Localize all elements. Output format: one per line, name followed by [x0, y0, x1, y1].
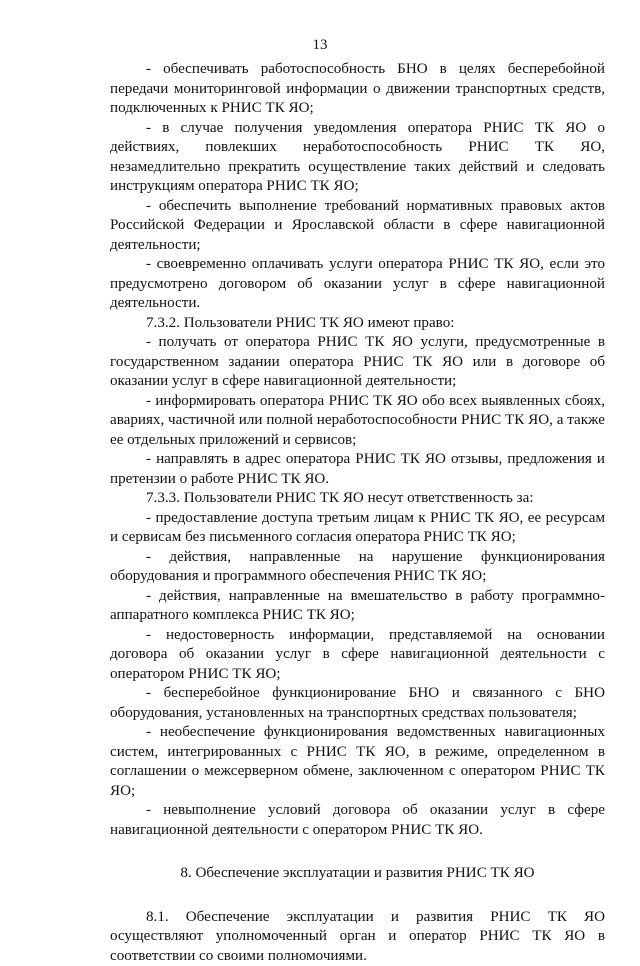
list-item: - действия, направленные на вмешательство в работу программно-аппаратного комплекса РНИС ТК ЯО;	[110, 587, 605, 626]
list-item: - обеспечить выполнение требований нормативных правовых актов Российской Федерации и Ярославской области в сфере навигационной деятельности;	[110, 197, 605, 256]
page-number: 13	[0, 36, 640, 54]
list-item: - информировать оператора РНИС ТК ЯО обо всех выявленных сбоях, авариях, частичной или полной неработоспособности РНИС ТК ЯО, а также ее отдельных приложений и сервисов;	[110, 392, 605, 451]
list-item: - своевременно оплачивать услуги оператора РНИС ТК ЯО, если это предусмотрено договором об оказании услуг в сфере навигационной деятельности.	[110, 255, 605, 314]
list-item: - необеспечение функционирования ведомственных навигационных систем, интегрированных с РНИС ТК ЯО, в режиме, определенном в соглашении о межсерверном обмене, заключенном с оператором РНИС ТК ЯО;	[110, 723, 605, 801]
list-item: - направлять в адрес оператора РНИС ТК ЯО отзывы, предложения и претензии о работе РНИС ТК ЯО.	[110, 450, 605, 489]
list-item: - обеспечивать работоспособность БНО в целях бесперебойной передачи мониторинговой информации о движении транспортных средств, подключенных к РНИС ТК ЯО;	[110, 60, 605, 119]
section-heading: 8. Обеспечение эксплуатации и развития РНИС ТК ЯО	[110, 864, 605, 884]
page-body	[110, 60, 605, 966]
list-item: - невыполнение условий договора об оказании услуг в сфере навигационной деятельности с оператором РНИС ТК ЯО.	[110, 801, 605, 840]
list-item: - в случае получения уведомления оператора РНИС ТК ЯО о действиях, повлекших неработоспособность РНИС ТК ЯО, незамедлительно прекратить осуществление таких действий и следовать инструкциям оператора РНИС ТК ЯО;	[110, 119, 605, 197]
list-item: - недостоверность информации, представляемой на основании договора об оказании услуг в сфере навигационной деятельности с оператором РНИС ТК ЯО;	[110, 626, 605, 685]
clause-7-3-2: 7.3.2. Пользователи РНИС ТК ЯО имеют право:	[110, 314, 605, 334]
clause-8-1: 8.1. Обеспечение эксплуатации и развития РНИС ТК ЯО осуществляют уполномоченный орган и оператор РНИС ТК ЯО в соответствии со своими полномочиями.	[110, 908, 605, 966]
list-item: - предоставление доступа третьим лицам к РНИС ТК ЯО, ее ресурсам и сервисам без письменного согласия оператора РНИС ТК ЯО;	[110, 509, 605, 548]
clause-7-3-3: 7.3.3. Пользователи РНИС ТК ЯО несут ответственность за:	[110, 489, 605, 509]
list-item: - получать от оператора РНИС ТК ЯО услуги, предусмотренные в государственном задании оператора РНИС ТК ЯО или в договоре об оказании услуг в сфере навигационной деятельности;	[110, 333, 605, 392]
list-item: - действия, направленные на нарушение функционирования оборудования и программного обеспечения РНИС ТК ЯО;	[110, 548, 605, 587]
list-item: - бесперебойное функционирование БНО и связанного с БНО оборудования, установленных на транспортных средствах пользователя;	[110, 684, 605, 723]
